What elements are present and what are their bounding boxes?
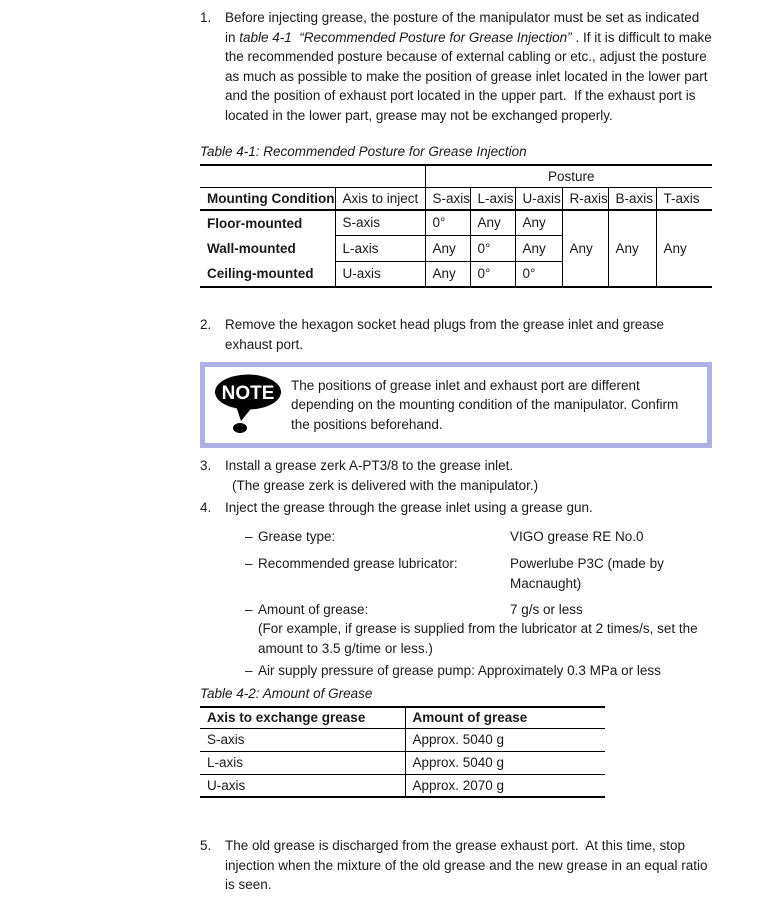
dash-bullet: – (245, 663, 253, 678)
amount-value: 7 g/s or less (510, 602, 583, 617)
note-icon (213, 373, 283, 437)
mounting-conditions-cell (200, 210, 335, 287)
step-3-line1: Install a grease zerk A-PT3/8 to the grease inlet. (225, 458, 514, 473)
cell-amount: Approx. 5040 g (405, 728, 605, 751)
cell-axis: L-axis (335, 236, 425, 262)
note-icon-wrap (205, 373, 291, 437)
table1-header-r-axis: R-axis (562, 187, 608, 210)
cell-l: Any (470, 210, 515, 236)
table1-header-t-axis: T-axis (656, 187, 712, 210)
posture-table (200, 164, 712, 288)
mounting-ceiling: Ceiling-mounted (207, 266, 314, 281)
lubricator-value: Powerlube P3C (made by Macnaught) (510, 556, 664, 591)
table1-header-s-axis: S-axis (425, 187, 470, 210)
table1-blank-cell (200, 165, 425, 187)
table2-header-amount: Amount of grease (405, 707, 605, 728)
amount-note: (For example, if grease is supplied from the lubricator at 2 times/s, set the amount to 3.5 g/time or less.) (258, 621, 698, 656)
dash-bullet: – (245, 556, 253, 571)
table-row (200, 707, 605, 728)
table-row (200, 751, 605, 774)
table1-header-b-axis: B-axis (608, 187, 656, 210)
list-item-air-supply (245, 661, 712, 681)
step-1-table-reference: table 4-1 “Recommended Posture for Grease Injection” (239, 29, 572, 45)
cell-b-merged: Any (608, 210, 656, 287)
cell-r-merged: Any (562, 210, 608, 287)
table1-header-axis-to-inject: Axis to inject (335, 187, 425, 210)
cell-u: Any (515, 236, 562, 262)
list-item-lubricator (245, 554, 712, 593)
table1-header-mounting: Mounting Condition (200, 187, 335, 210)
dash-bullet: – (245, 529, 253, 544)
cell-l: 0° (470, 261, 515, 287)
cell-l: 0° (470, 236, 515, 262)
cell-axis: U-axis (207, 777, 246, 793)
table2-header-axis: Axis to exchange grease (200, 707, 405, 728)
table-row (200, 210, 712, 236)
step-1-text-post: . If it is difficult to make the recommended posture because of external cabling or etc., adjust the posture as much as possible to make the position of grease inlet located in the lower part and the position of exhaust port located in the upper part. If the exhaust port is located in the lower part, grease may not be exchanged properly. (225, 29, 712, 123)
cell-s: Any (425, 261, 470, 287)
step-1-text-pre: Before injecting grease, the posture of the manipulator must be set as indicated in (225, 10, 700, 45)
table1-caption: Table 4-1: Recommended Posture for Grease Injection (200, 144, 527, 159)
cell-axis: L-axis (200, 751, 405, 774)
mounting-wall: Wall-mounted (207, 241, 296, 256)
step-5-number: 5. (200, 838, 212, 853)
step-4-number: 4. (200, 500, 212, 515)
cell-axis: S-axis (200, 728, 405, 751)
step-3-number: 3. (200, 458, 212, 473)
cell-axis: U-axis (335, 261, 425, 287)
step-1 (200, 8, 712, 125)
table-row (200, 774, 605, 797)
cell-amount: Approx. 2070 g (405, 774, 605, 797)
grease-type-label: Grease type: (258, 529, 336, 544)
step-3-line2: (The grease zerk is delivered with the manipulator.) (232, 477, 539, 493)
cell-u: 0° (515, 261, 562, 287)
step-2-text: Remove the hexagon socket head plugs from the grease inlet and grease exhaust port. (225, 317, 665, 352)
cell-t-merged: Any (656, 210, 712, 287)
step-1-number: 1. (200, 10, 212, 25)
table1-header-u-axis: U-axis (515, 187, 562, 210)
mounting-floor: Floor-mounted (207, 216, 303, 231)
dash-bullet: – (245, 602, 253, 617)
table2-caption: Table 4-2: Amount of Grease (200, 686, 373, 701)
step-2 (200, 315, 712, 354)
air-supply-label: Air supply pressure of grease pump: Approximately 0.3 MPa or less (258, 663, 661, 678)
cell-u: Any (515, 210, 562, 236)
cell-s: Any (425, 236, 470, 262)
step-1-text (225, 8, 712, 125)
note-icon-label: NOTE (221, 383, 275, 404)
list-item-grease-type (245, 527, 712, 547)
step-3-text (225, 456, 712, 495)
amount-of-grease-table (200, 706, 605, 798)
step-2-number: 2. (200, 317, 212, 332)
note-box (200, 362, 712, 448)
table1-posture-header: Posture (425, 165, 712, 187)
lubricator-label: Recommended grease lubricator: (258, 556, 458, 571)
step-3 (200, 456, 712, 495)
step-4-text: Inject the grease through the grease inlet using a grease gun. (225, 500, 593, 515)
cell-s: 0° (425, 210, 470, 236)
amount-label: Amount of grease: (258, 602, 369, 617)
note-text: The positions of grease inlet and exhaust port are different depending on the mounting condition of the manipulator. Confirm the positions beforehand. (291, 377, 679, 432)
table1-header-l-axis: L-axis (470, 187, 515, 210)
cell-axis: S-axis (335, 210, 425, 236)
table-row (200, 728, 605, 751)
list-item-amount (245, 600, 712, 620)
grease-type-value: VIGO grease RE No.0 (510, 529, 644, 544)
cell-amount: Approx. 5040 g (405, 751, 605, 774)
step-5-text: The old grease is discharged from the grease exhaust port. At this time, stop injection when the mixture of the old grease and the new grease in an equal ratio is seen. (225, 838, 708, 892)
step-4 (200, 498, 712, 518)
step-5 (200, 836, 712, 895)
